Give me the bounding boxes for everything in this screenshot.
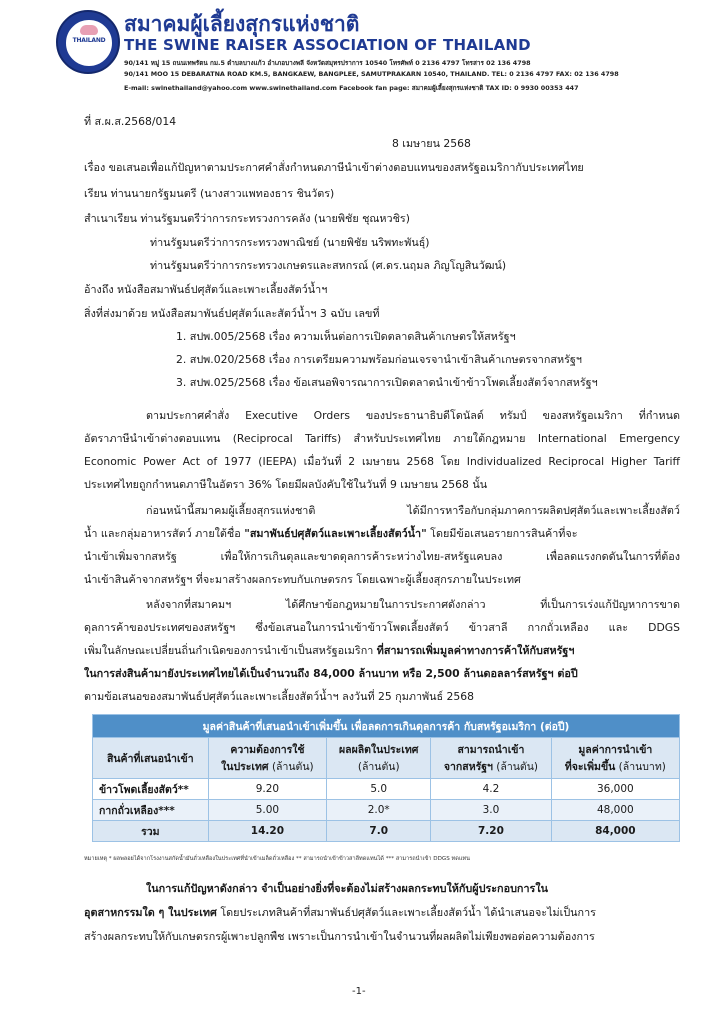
page-number: -1- (352, 986, 366, 997)
org-name-english: THE SWINE RAISER ASSOCIATION OF THAILAND (124, 36, 531, 54)
header-text: จากสหรัฐฯ (443, 761, 493, 773)
header-unit: (ล้านตัน) (268, 761, 314, 773)
table-cell: ข้าวโพดเลี้ยงสัตว์** (93, 779, 209, 800)
paragraph-2-line: นำเข้าสินค้าจากสหรัฐฯ ที่จะมาสร้างผลกระทบกับเกษตรกร โดยเฉพาะผู้เลี้ยงสุกรภายในประเทศ (84, 573, 521, 586)
header-text (437, 758, 545, 775)
address-english: 90/141 MOO 15 DEBARATNA ROAD KM.5, BANGKAEW, BANGPLEE, SAMUTPRAKARN 10540, THAILAND. TEL: 0 2136 4797 FAX: 02 136 4798 (124, 70, 619, 78)
paragraph-2-line: ก่อนหน้านี้สมาคมผู้เลี้ยงสุกรแห่งชาติ ได้มีการหารือกับกลุ่มภาคการผลิตปศุสัตว์และเพาะเลี้ยงสัตว์ (146, 504, 680, 517)
col-header-us-import (431, 738, 552, 779)
paragraph-4-line (84, 906, 596, 920)
col-header-import-value (551, 738, 679, 779)
paragraph-2-line: นำเข้าเพิ่มจากสหรัฐ เพื่อให้การเกินดุลและขาดดุลการค้าระหว่างไทย-สหรัฐแคบลง เพื่อลดแรงกดดันในการที่ต้อง (84, 550, 680, 563)
subject-line: เรื่อง ขอเสนอเพื่อแก้ปัญหาตามประกาศคำสั่งกำหนดภาษีนำเข้าต่างตอบแทนของสหรัฐอเมริกากับประเทศไทย (84, 161, 584, 174)
table-cell: 7.0 (327, 821, 431, 842)
header-unit: (ล้านบาท) (615, 761, 666, 773)
table-cell: 14.20 (208, 821, 327, 842)
col-header-domestic-output (327, 738, 431, 779)
header-text: ที่จะเพิ่มขึ้น (564, 761, 616, 773)
paragraph-4-line: สร้างผลกระทบให้กับเกษตรกรผู้เพาะปลูกพืช เพราะเป็นการนำเข้าในจำนวนที่ผลผลิตไม่เพียงพอต่อความต้องการ (84, 930, 595, 943)
reference-line: อ้างถึง หนังสือสมาพันธ์ปศุสัตว์และเพาะเลี้ยงสัตว์น้ำฯ (84, 283, 328, 296)
header-unit: (ล้านตัน) (492, 761, 538, 773)
table-title-row (93, 715, 680, 738)
header-text: ความต้องการใช้ (230, 744, 305, 756)
logo-caption: THAILAND (72, 37, 106, 44)
table-cell: รวม (93, 821, 209, 842)
paragraph-3-line: หลังจากที่สมาคมฯ ได้ศึกษาข้อกฎหมายในการประกาศดังกล่าว ที่เป็นการเร่งแก้ปัญหาการขาด (146, 598, 680, 611)
paragraph-4-text: โดยประเภทสินค้าที่สมาพันธ์ปศุสัตว์และเพาะเลี้ยงสัตว์น้ำ ได้นำเสนอจะไม่เป็นการ (216, 906, 596, 919)
col-header-domestic-demand (208, 738, 327, 779)
table-cell: 84,000 (551, 821, 679, 842)
table-cell: 36,000 (551, 779, 679, 800)
cc-line-1: สำเนาเรียน ท่านรัฐมนตรีว่าการกระทรวงการคลัง (นายพิชัย ชุณหวชิร) (84, 212, 410, 225)
header-text: ผลผลิตในประเทศ (339, 744, 419, 756)
paragraph-4-line: ในการแก้ปัญหาดังกล่าว จำเป็นอย่างยิ่งที่จะต้องไม่สร้างผลกระทบให้กับผู้ประกอบการใน (146, 882, 548, 895)
paragraph-3-line: ดุลการค้าของประเทศของสหรัฐฯ ซึ่งข้อเสนอในการนำเข้าข้าวโพดเลี้ยงสัตว์ ข้าวสาลี กากถั่วเหลือง และ DDGS (84, 621, 680, 634)
paragraph-3-highlight: ในการส่งสินค้ามายังประเทศไทยได้เป็นจำนวนถึง 84,000 ล้านบาท หรือ 2,500 ล้านดอลลาร์สหรัฐฯ ต่อปี (84, 667, 578, 680)
recipient-line: เรียน ท่านนายกรัฐมนตรี (นางสาวแพทองธาร ชินวัตร) (84, 187, 335, 200)
cc-line-3: ท่านรัฐมนตรีว่าการกระทรวงเกษตรและสหกรณ์ (ศ.ดร.นฤมล ภิญโญสินวัฒน์) (150, 259, 507, 272)
table-cell: 5.0 (327, 779, 431, 800)
enclosure-item: 2. สปพ.020/2568 เรื่อง การเตรียมความพร้อมก่อนเจรจานำเข้าสินค้าเกษตรจากสหรัฐฯ (176, 353, 582, 366)
table-row (93, 779, 680, 800)
paragraph-3-highlight: ที่สามารถเพิ่มมูลค่าทางการค้าให้กับสหรัฐฯ (376, 644, 575, 657)
header-text (558, 758, 673, 775)
paragraph-2-text: โดยมีข้อเสนอรายการสินค้าที่จะ (426, 527, 578, 540)
paragraph-1-line: อัตราภาษีนำเข้าต่างตอบแทน (Reciprocal Tariffs) สำหรับประเทศไทย ภายใต้กฎหมาย International Emergency (84, 432, 680, 445)
table-cell: 5.00 (208, 800, 327, 821)
table-cell: 48,000 (551, 800, 679, 821)
header-unit: (ล้านตัน) (357, 761, 400, 773)
paragraph-1-line: ประเทศไทยถูกกำหนดภาษีในอัตรา 36% โดยมีผลบังคับใช้ในวันที่ 9 เมษายน 2568 นั้น (84, 478, 488, 491)
table-cell: 2.0* (327, 800, 431, 821)
paragraph-1-line: ตามประกาศคำสั่ง Executive Orders ของประธานาธิบดีโดนัลด์ ทรัมป์ ของสหรัฐอเมริกา ที่กำหนด (146, 409, 680, 422)
enclosure-line: สิ่งที่ส่งมาด้วย หนังสือสมาพันธ์ปศุสัตว์และสัตว์น้ำฯ 3 ฉบับ เลขที่ (84, 307, 380, 320)
letter-date: 8 เมษายน 2568 (392, 137, 471, 150)
table-header-row (93, 738, 680, 779)
paragraph-1-line: Economic Power Act of 1977 (IEEPA) เมื่อวันที่ 2 เมษายน 2568 โดย Individualized Reciprocal Higher Tariff (84, 455, 680, 468)
org-name-thai: สมาคมผู้เลี้ยงสุกรแห่งชาติ (124, 12, 360, 36)
federation-name: "สมาพันธ์ปศุสัตว์และเพาะเลี้ยงสัตว์น้ำ" (244, 527, 427, 540)
import-value-table (92, 714, 680, 842)
paragraph-2-text: น้ำ และกลุ่มอาหารสัตว์ ภายใต้ชื่อ (84, 527, 245, 540)
paragraph-3-line (84, 644, 574, 658)
table-cell: 7.20 (431, 821, 552, 842)
pig-icon (80, 25, 98, 35)
paragraph-3-text: เพิ่มในลักษณะเปลี่ยนถิ่นกำเนิดของการนำเข้าเป็นสหรัฐอเมริกา (84, 644, 377, 657)
header-text (215, 758, 321, 775)
contact-line: E-mail: swinethailand@yahoo.com www.swinethailand.com Facebook fan page: สมาคมผู้เลี้ยงสุกรแห่งชาติ TAX ID: 0 9930 00353 447 (124, 84, 579, 92)
enclosure-item: 1. สปพ.005/2568 เรื่อง ความเห็นต่อการเปิดตลาดสินค้าเกษตรให้สหรัฐฯ (176, 330, 516, 343)
table-cell: 3.0 (431, 800, 552, 821)
header-text: มูลค่าการนำเข้า (578, 744, 653, 756)
table-footnote: หมายเหตุ * ผลพลอยได้จากโรงงานสกัดน้ำมันถั่วเหลืองในประเทศที่นำเข้าเมล็ดถั่วเหลือง ** สามารถนำเข้าข้าวสาลีทดแทนได้ *** สามารถนำเข้า DDGS ทดแทน (84, 856, 470, 862)
cc-line-2: ท่านรัฐมนตรีว่าการกระทรวงพาณิชย์ (นายพิชัย นริพทะพันธุ์) (150, 236, 430, 249)
logo-emblem (65, 19, 113, 67)
table-total-row (93, 821, 680, 842)
reference-number: ที่ ส.ผ.ส.2568/014 (84, 115, 177, 128)
table-cell: 4.2 (431, 779, 552, 800)
association-logo (56, 10, 120, 74)
address-thai: 90/141 หมู่ 15 ถนนเทพรัตน กม.5 ตำบลบางแก้ว อำเภอบางพลี จังหวัดสมุทรปราการ 10540 โทรศัพท์ 0 2136 4797 โทรสาร 02 136 4798 (124, 59, 531, 67)
enclosure-item: 3. สปพ.025/2568 เรื่อง ข้อเสนอพิจารณาการเปิดตลาดนำเข้าข้าวโพดเลี้ยงสัตว์จากสหรัฐฯ (176, 376, 598, 389)
col-header-product: สินค้าที่เสนอนำเข้า (93, 738, 209, 779)
paragraph-3-line: ตามข้อเสนอของสมาพันธ์ปศุสัตว์และเพาะเลี้ยงสัตว์น้ำฯ ลงวันที่ 25 กุมภาพันธ์ 2568 (84, 690, 475, 703)
table-row (93, 800, 680, 821)
table-cell: 9.20 (208, 779, 327, 800)
paragraph-4-highlight: อุตสาหกรรมใด ๆ ในประเทศ (84, 906, 217, 919)
paragraph-2-line (84, 527, 578, 541)
table-title: มูลค่าสินค้าที่เสนอนำเข้าเพิ่มขึ้น เพื่อลดการเกินดุลการค้า กับสหรัฐอเมริกา (ต่อปี) (93, 715, 680, 738)
header-text: ในประเทศ (221, 761, 269, 773)
header-text: สามารถนำเข้า (457, 744, 525, 756)
table-cell: กากถั่วเหลือง*** (93, 800, 209, 821)
